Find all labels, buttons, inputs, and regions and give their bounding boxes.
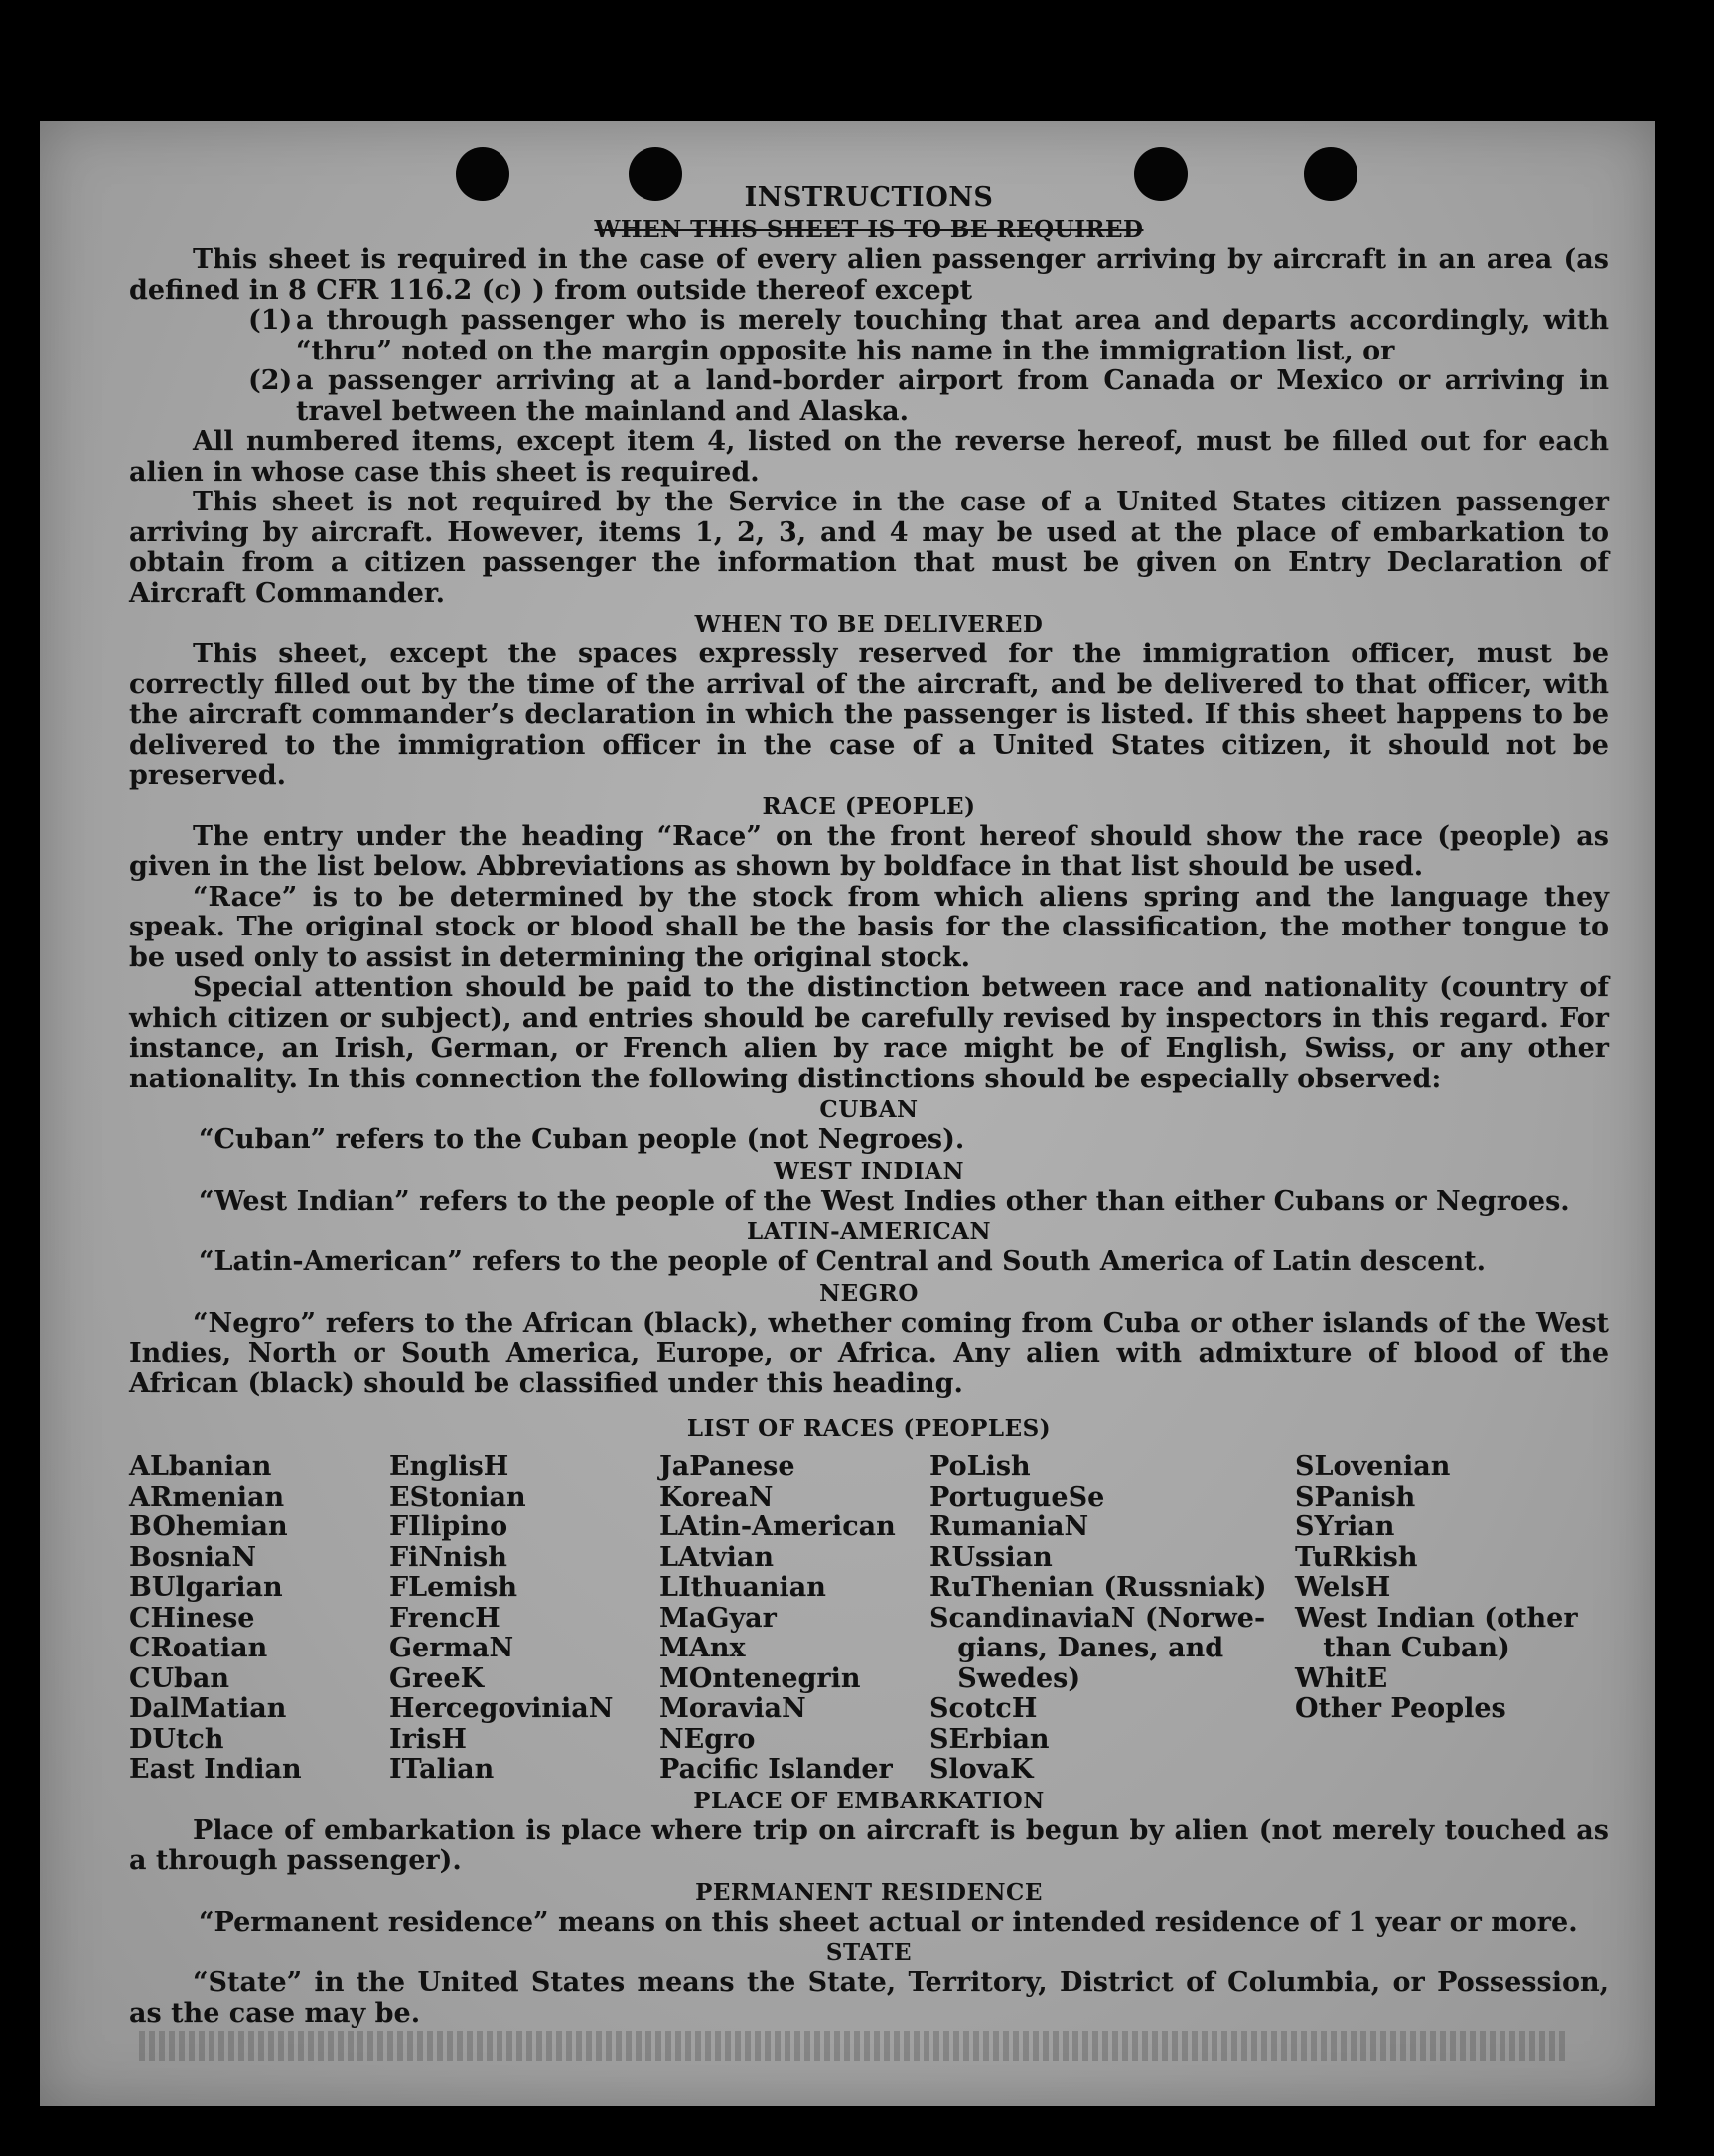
race-entry: CRoatian	[129, 1633, 268, 1663]
section-heading-embarkation: PLACE OF EMBARKATION	[693, 1787, 1045, 1814]
section-heading-when-delivered: WHEN TO BE DELIVERED	[694, 611, 1044, 638]
race-entry: WhitE	[1295, 1662, 1388, 1694]
section-heading-when-required: WHEN THIS SHEET IS TO BE REQUIRED	[594, 216, 1144, 243]
race-entry: EStonian	[389, 1481, 526, 1512]
negro-text: “Negro” refers to the African (black), whether coming from Cuba or other islands of the West Indies, North or South America, Europe, or Africa. Any alien with admixture of blood of the African (black) should be classified under this heading.	[129, 1307, 1609, 1399]
race-entry: FIlipino	[389, 1511, 508, 1542]
race-entry: NEgro	[659, 1723, 756, 1755]
race-entry: EnglisH	[389, 1451, 509, 1482]
race-entry: CUban	[129, 1662, 230, 1694]
race-entry: HercegoviniaN	[389, 1693, 614, 1724]
race-entry: RUssian	[929, 1541, 1053, 1573]
section-heading-negro: NEGRO	[819, 1279, 919, 1307]
race-entry: SlovaK	[929, 1754, 1034, 1785]
race-entry: FLemish	[389, 1572, 517, 1603]
race-entry: MOntenegrin	[659, 1662, 861, 1694]
section-heading-permanent-residence: PERMANENT RESIDENCE	[695, 1878, 1043, 1906]
race-entry: MaGyar	[659, 1602, 777, 1634]
race-entry: RuThenian (Russniak)	[929, 1572, 1267, 1603]
section-heading-race: RACE (PEOPLE)	[762, 792, 976, 820]
exception-item	[248, 366, 1609, 427]
race-entry: Other Peoples	[1295, 1693, 1506, 1724]
when-delivered-text: This sheet, except the spaces expressly reserved for the immigration officer, must be correctly filled out by the time of the arrival of the aircraft, and be delivered to that officer, with the aircraft commander’s declaration in which the passenger is listed. If this sheet happens to be delivered to the immigration officer in the case of a United States citizen, it should not be preserved.	[129, 639, 1609, 791]
section-heading-state: STATE	[825, 1940, 913, 1966]
instructions-content	[129, 181, 1609, 2029]
race-entry: LAtin-American	[659, 1511, 896, 1542]
exception-number: (2)	[248, 365, 293, 396]
race-entry: JaPanese	[659, 1451, 795, 1482]
race-entry: DUtch	[129, 1723, 224, 1755]
race-entry: GermaN	[389, 1633, 514, 1663]
race-entry: Swedes)	[929, 1662, 1081, 1694]
race-entry: SErbian	[929, 1723, 1050, 1755]
section-heading-latin-american: LATIN-AMERICAN	[746, 1219, 992, 1245]
race-entry: BUlgarian	[129, 1572, 283, 1603]
races-column-1	[129, 1452, 389, 1786]
race-entry: ALbanian	[129, 1451, 272, 1482]
exception-text: a passenger arriving at a land-border airport from Canada or Mexico or arriving in travel between the mainland and Alaska.	[296, 365, 1609, 427]
cuban-text: “Cuban” refers to the Cuban people (not Negroes).	[199, 1124, 965, 1155]
race-entry: LAtvian	[659, 1541, 775, 1573]
race-entry: RumaniaN	[929, 1511, 1089, 1542]
race-entry: DalMatian	[129, 1693, 287, 1724]
race-entry: East Indian	[129, 1754, 302, 1785]
race-entry: WelsH	[1295, 1572, 1391, 1603]
races-column-2	[389, 1452, 659, 1786]
section-heading-west-indian: WEST INDIAN	[774, 1157, 964, 1185]
race-entry: FrencH	[389, 1602, 500, 1634]
race-para2: “Race” is to be determined by the stock from which aliens spring and the language they speak. The original stock or blood shall be the basis for the classification, the mother tongue to be used only to assist in determining the original stock.	[129, 881, 1609, 973]
exception-text: a through passenger who is merely touching that area and departs accordingly, with “thru” noted on the margin opposite his name in the immigration list, or	[296, 305, 1609, 366]
race-entry: ARmenian	[129, 1481, 285, 1512]
when-required-para3: This sheet is not required by the Service in the case of a United States citizen passenger arriving by aircraft. However, items 1, 2, 3, and 4 may be used at the place of embarkation to obtain from a citizen passenger the information that must be given on Entry Declaration of Aircraft Commander.	[129, 487, 1609, 609]
race-entry: Pacific Islander	[659, 1754, 893, 1785]
race-entry: than Cuban)	[1295, 1633, 1510, 1663]
when-required-para2: All numbered items, except item 4, listed on the reverse hereof, must be filled out for each alien in whose case this sheet is required.	[129, 426, 1609, 488]
race-entry: MAnx	[659, 1633, 746, 1663]
race-entry: PoLish	[929, 1451, 1031, 1482]
when-required-intro: This sheet is required in the case of every alien passenger arriving by aircraft in an area (as defined in 8 CFR 116.2 (c) ) from outside thereof except	[129, 244, 1609, 306]
race-entry: LIthuanian	[659, 1572, 826, 1603]
races-column-5	[1295, 1452, 1593, 1786]
section-heading-list-of-races: LIST OF RACES (PEOPLES)	[686, 1415, 1052, 1442]
race-entry: BosniaN	[129, 1541, 257, 1573]
instructions-title: INSTRUCTIONS	[744, 182, 994, 213]
race-entry: ScotcH	[929, 1693, 1038, 1724]
permanent-residence-text: “Permanent residence” means on this sheet actual or intended residence of 1 year or more.	[199, 1906, 1578, 1938]
race-entry: GreeK	[389, 1662, 485, 1694]
race-entry: CHinese	[129, 1602, 255, 1634]
races-table	[129, 1452, 1609, 1786]
race-entry: SYrian	[1295, 1511, 1395, 1542]
embarkation-text: Place of embarkation is place where trip on aircraft is begun by alien (not merely touched as a through passenger).	[129, 1814, 1609, 1876]
race-entry: West Indian (other	[1295, 1602, 1578, 1634]
race-para3: Special attention should be paid to the distinction between race and nationality (country of which citizen or subject), and entries should be carefully revised by inspectors in this regard. For instance, an Irish, German, or French alien by race might be of English, Swiss, or any other nationality. In this connection the following distinctions should be especially observed:	[129, 972, 1609, 1094]
west-indian-text: “West Indian” refers to the people of the West Indies other than either Cubans or Negroes.	[199, 1185, 1570, 1217]
race-entry: FiNnish	[389, 1541, 507, 1573]
races-column-3	[659, 1452, 929, 1786]
section-heading-cuban: CUBAN	[819, 1096, 919, 1123]
state-text: “State” in the United States means the State, Territory, District of Columbia, or Possession, as the case may be.	[129, 1967, 1609, 2029]
race-para1: The entry under the heading “Race” on the front hereof should show the race (people) as given in the list below. Abbreviations as shown by boldface in that list should be used.	[129, 820, 1609, 882]
races-column-4	[929, 1452, 1295, 1786]
race-entry: gians, Danes, and	[929, 1633, 1224, 1663]
race-entry: ITalian	[389, 1754, 495, 1785]
race-entry: SPanish	[1295, 1481, 1416, 1512]
race-entry: IrisH	[389, 1723, 467, 1755]
race-entry: ScandinaviaN (Norwe-	[929, 1602, 1266, 1634]
race-entry: TuRkish	[1295, 1541, 1418, 1573]
exception-number: (1)	[248, 305, 293, 336]
latin-american-text: “Latin-American” refers to the people of Central and South America of Latin descent.	[199, 1246, 1486, 1277]
race-entry: SLovenian	[1295, 1451, 1451, 1482]
faded-footer-text	[139, 2031, 1569, 2061]
document-sheet	[40, 121, 1655, 2106]
race-entry: PortugueSe	[929, 1481, 1105, 1512]
race-entry: BOhemian	[129, 1511, 288, 1542]
race-entry: MoraviaN	[659, 1693, 806, 1724]
exception-item	[248, 306, 1609, 366]
race-entry: KoreaN	[659, 1481, 774, 1512]
